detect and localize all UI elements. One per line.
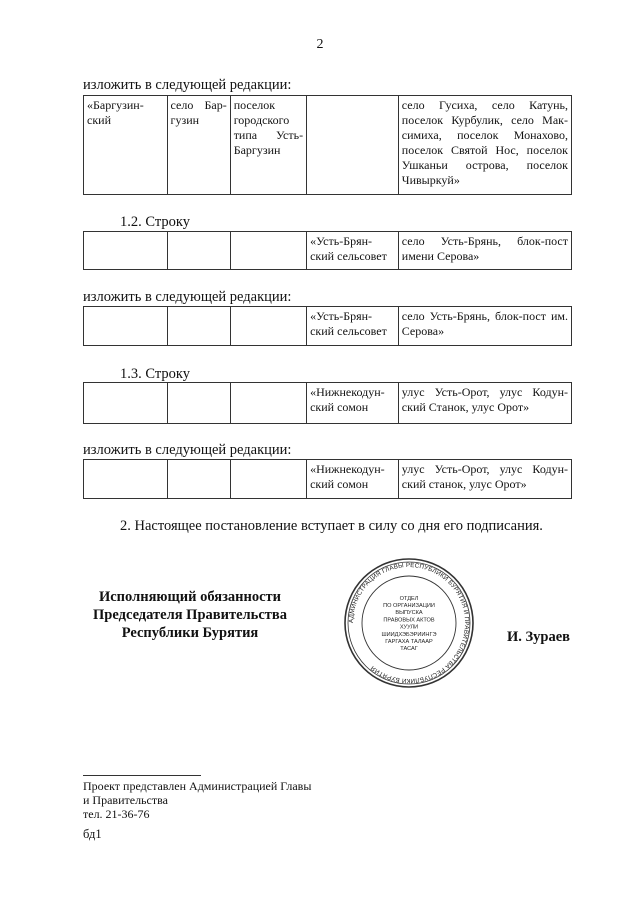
footer-line-2: и Правительства (83, 793, 168, 807)
section-1-3: 1.3. Строку (120, 366, 190, 382)
table-cell: село Бар-гузин (167, 96, 230, 195)
table-cell (230, 232, 306, 270)
table-cell (167, 307, 230, 346)
table-cell (307, 96, 399, 195)
table-cell (230, 307, 306, 346)
table-cell: «Усть-Брян-ский сельсовет (307, 307, 399, 346)
signature-title-line-1: Исполняющий обязанности (98, 589, 282, 605)
table-cell: «Нижнекодун-ский сомон (307, 383, 399, 424)
redaction-line-2: изложить в следующей редакции: (83, 289, 292, 305)
table-4 (83, 382, 572, 424)
footer-line-1: Проект представлен Администрацией Главы (83, 779, 312, 793)
table-5 (83, 459, 572, 499)
table-cell (84, 307, 168, 346)
point-2: 2. Настоящее постановление вступает в силу со дня его подписания. (120, 518, 543, 534)
svg-text:АДМИНИСТРАЦИЯ ГЛАВЫ РЕСПУБЛИКИ: АДМИНИСТРАЦИЯ ГЛАВЫ РЕСПУБЛИКИ БУРЯТИЯ И ПРАВИТЕЛЬСТВА РЕСПУБЛИКИ БУРЯТИЯ (347, 561, 471, 685)
redaction-line-1: изложить в следующей редакции: (83, 77, 292, 93)
document-code: бд1 (83, 827, 102, 841)
table-row (84, 232, 572, 270)
official-seal (343, 557, 475, 689)
signer-name: И. Зураев (507, 629, 571, 645)
seal-center-line: ШИИДХЭБЭРИИНГЭ (381, 631, 437, 638)
table-row (84, 383, 572, 424)
table-cell: улус Усть-Орот, улус Кодун-ский станок, улус Орот» (398, 460, 571, 499)
seal-center-line: ПО ОРГАНИЗАЦИИ (383, 603, 435, 609)
table-cell (167, 383, 230, 424)
table-cell (84, 460, 168, 499)
table-cell: поселок городского типа Усть-Баргузин (230, 96, 306, 195)
table-cell: село Усть-Брянь, блок-пост имени Серова» (398, 232, 571, 270)
table-cell: «Усть-Брян-ский сельсовет (307, 232, 399, 270)
table-row (84, 307, 572, 346)
footer-line-3: тел. 21-36-76 (83, 807, 150, 821)
section-1-2: 1.2. Строку (120, 214, 190, 230)
table-1 (83, 95, 572, 195)
seal-center-line: ГАРГАХА ТАЛААР (385, 639, 433, 645)
signature-title-line-2: Председателя Правительства (93, 607, 287, 623)
table-row (84, 96, 572, 195)
table-cell: «Баргузин-ский (84, 96, 168, 195)
seal-center-line: ХУУЛИ (399, 624, 419, 631)
footnote-divider (83, 775, 201, 776)
seal-center-line: ТАСАГ (400, 646, 418, 653)
table-cell (84, 383, 168, 424)
page-number: 2 (316, 37, 324, 52)
table-cell (84, 232, 168, 270)
table-cell: улус Усть-Орот, улус Кодун-ский Станок, улус Орот» (398, 383, 571, 424)
table-cell: «Нижнекодун-ский сомон (307, 460, 399, 499)
footer-note (83, 779, 311, 821)
seal-center-line: ОТДЕЛ (399, 595, 419, 602)
table-cell (167, 460, 230, 499)
table-2 (83, 231, 572, 270)
table-cell: село Усть-Брянь, блок-пост им. Серова» (398, 307, 571, 346)
table-row (84, 460, 572, 499)
signature-title-line-3: Республики Бурятия (121, 625, 259, 641)
table-cell (230, 460, 306, 499)
table-cell: село Гусиха, село Катунь, поселок Курбулик, село Мак-симиха, поселок Монахово, поселок Святой Нос, поселок Ушканьи острова, поселок Чивыркуй» (398, 96, 571, 195)
table-3 (83, 306, 572, 346)
redaction-line-3: изложить в следующей редакции: (83, 442, 292, 458)
seal-center-line: ПРАВОВЫХ АКТОВ (383, 617, 435, 624)
table-cell (230, 383, 306, 424)
seal-center-line: ВЫПУСКА (395, 610, 423, 617)
signature-block (80, 588, 300, 642)
table-cell (167, 232, 230, 270)
